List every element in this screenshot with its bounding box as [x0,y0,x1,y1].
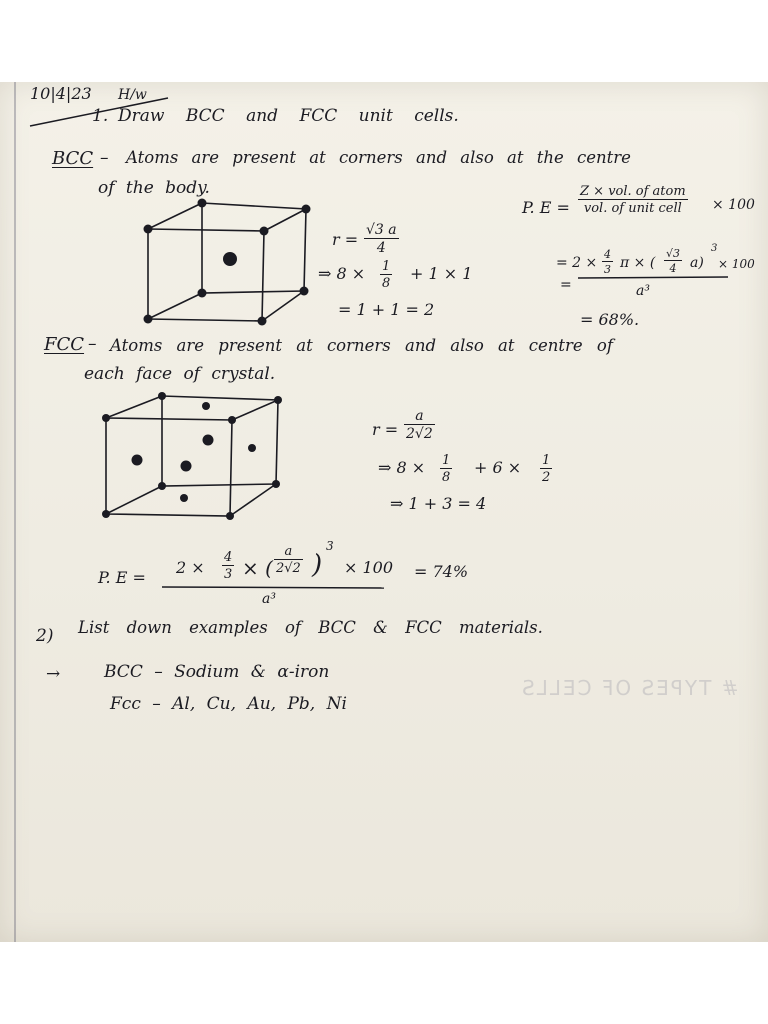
bcc-corner-atom [260,227,269,236]
fcc-radius-fraction [404,408,435,442]
fcc-definition-line1: Atoms are present at corners and also at centre of [110,336,613,355]
fcc-pe-inner-num: a [284,544,293,559]
fcc-cube-edges [106,396,278,516]
fcc-corner-atom [102,510,110,518]
fcc-atoms-fraction-2 [540,453,552,485]
fcc-corner-atom [228,416,236,424]
bcc-pe-result: = 68%. [580,310,640,329]
bcc-radius-numerator: √3 a [366,222,397,238]
bcc-radius-fraction [364,222,399,256]
bcc-corner-atom [144,225,153,234]
bcc-pe-fraction [578,184,688,216]
fcc-label: FCC [44,334,85,355]
fcc-pe-times-open: × ( [242,556,273,580]
bcc-corner-atom [198,199,207,208]
fcc-pe-denominator: a³ [262,591,276,607]
fcc-atoms-mid: + 6 × [474,458,522,477]
fcc-face-centre-atom [203,435,214,446]
fcc-corner-atom [158,482,166,490]
fcc-corner-atom [272,480,280,488]
fcc-radius-lhs: r = [372,420,399,439]
date: 10|4|23 [30,84,92,103]
fcc-corner-atom [226,512,234,520]
fcc-atoms-fraction [440,453,452,485]
question-2-number: 2) [36,626,54,646]
bcc-corner-atom [302,205,311,214]
bcc-pe-sub-mid: π × ( [620,255,656,271]
fcc-face-centre-atom [181,461,192,472]
fcc-definition-line2: each face of crystal. [84,364,276,384]
bcc-body-centre-atom [223,252,237,266]
bcc-atoms-fraction [380,259,392,291]
fcc-pe-lhs: P. E = [98,568,146,587]
bcc-pe-sub-four-thirds [602,248,613,276]
fcc-atoms-fraction-2-num: 1 [542,453,551,468]
fcc-atoms-fraction-num: 1 [442,453,451,468]
bcc-corner-atom [144,315,153,324]
fcc-radius-numerator: a [415,408,424,424]
bcc-corner-atom [300,287,309,296]
bcc-pe-sub-four: 4 [604,248,611,261]
bcc-cube-front-face [148,229,264,321]
bcc-pe-sub-times-100: × 100 [718,257,755,271]
question-1-text: Draw BCC and FCC unit cells. [118,106,459,126]
bcc-pe-sub-inner-den: 4 [664,260,682,275]
fcc-pe-close: ) [312,550,323,580]
question-1-number: 1. [92,106,109,126]
fcc-cube-back-face [162,396,278,486]
fcc-face-centre-atom [180,494,188,502]
bcc-examples: BCC – Sodium & α-iron [104,662,330,682]
bcc-pe-denominator: vol. of unit cell [578,199,688,216]
fcc-corner-atom [274,396,282,404]
fcc-atoms-result: ⇒ 1 + 3 = 4 [390,494,487,513]
homework-mark: H/w [118,87,147,103]
fcc-pe-exponent: 3 [326,539,334,553]
fcc-pe-inner-den: 2√2 [276,561,301,576]
bcc-pe-numerator: Z × vol. of atom [580,184,686,199]
bcc-radius-lhs: r = [332,230,359,249]
bcc-label: BCC [52,148,94,169]
bcc-radius-denominator: 4 [364,238,399,256]
bcc-pe-sub-equals: = [560,277,572,293]
margin-line [14,82,16,942]
bleed-through-text: # TYPES OF CELLS [520,676,739,700]
fcc-radius-denominator: 2√2 [406,426,433,442]
fcc-pe-fraction-bar [162,586,392,590]
question-2-text: List down examples of BCC & FCC materials. [78,618,543,637]
fcc-pe-num-prefix: 2 × [176,558,205,577]
fcc-atoms-fraction-den: 8 [442,470,451,485]
bcc-pe-sub-inner-fraction [664,247,682,275]
fcc-face-centre-atom [132,455,143,466]
fcc-atoms-prefix: ⇒ 8 × [378,458,426,477]
fcc-pe-three: 3 [224,567,233,582]
fcc-examples: Fcc – Al, Cu, Au, Pb, Ni [110,694,347,714]
bcc-unit-cell-diagram [140,195,340,335]
bcc-pe-sub-a: a) [690,255,704,271]
fcc-cube-front-face [106,418,232,516]
answer-arrow: → [46,664,61,684]
bcc-pe-lhs: P. E = [522,198,570,217]
bcc-dash: – [100,148,109,168]
bcc-corner-atom [258,317,267,326]
fcc-face-centre-atom [248,444,256,452]
bcc-pe-sub-fraction-bar [578,276,738,280]
fcc-pe-result: = 74% [414,562,469,581]
bcc-atoms-fraction-den: 8 [382,276,391,291]
fcc-pe-four-thirds [222,550,234,582]
fcc-pe-times-100: × 100 [344,558,394,577]
bcc-pe-sub-prefix: = 2 × [556,255,598,271]
fcc-corner-atom [102,414,110,422]
fcc-atoms-fraction-2-den: 2 [542,470,551,485]
bcc-definition-line1: Atoms are present at corners and also at the centre [126,148,631,167]
bcc-atoms-result: = 1 + 1 = 2 [338,300,435,319]
fcc-pe-four: 4 [224,550,233,565]
bcc-corner-atom [198,289,207,298]
bcc-pe-sub-exponent: 3 [711,243,718,254]
bcc-pe-sub-inner-num: √3 [666,247,681,260]
bcc-definition-line2: of the body. [98,178,210,198]
bcc-pe-times-100: × 100 [712,197,755,213]
fcc-dash: – [88,334,97,354]
fcc-corner-atom [158,392,166,400]
bcc-atoms-suffix: + 1 × 1 [410,264,473,283]
bcc-pe-sub-denominator: a³ [636,283,650,299]
bcc-atoms-fraction-num: 1 [382,259,391,274]
bcc-atoms-prefix: ⇒ 8 × [318,264,366,283]
fcc-pe-inner-fraction [274,544,303,576]
bcc-pe-sub-three: 3 [604,263,611,276]
fcc-unit-cell-diagram [100,392,300,532]
fcc-face-centre-atom [202,402,210,410]
